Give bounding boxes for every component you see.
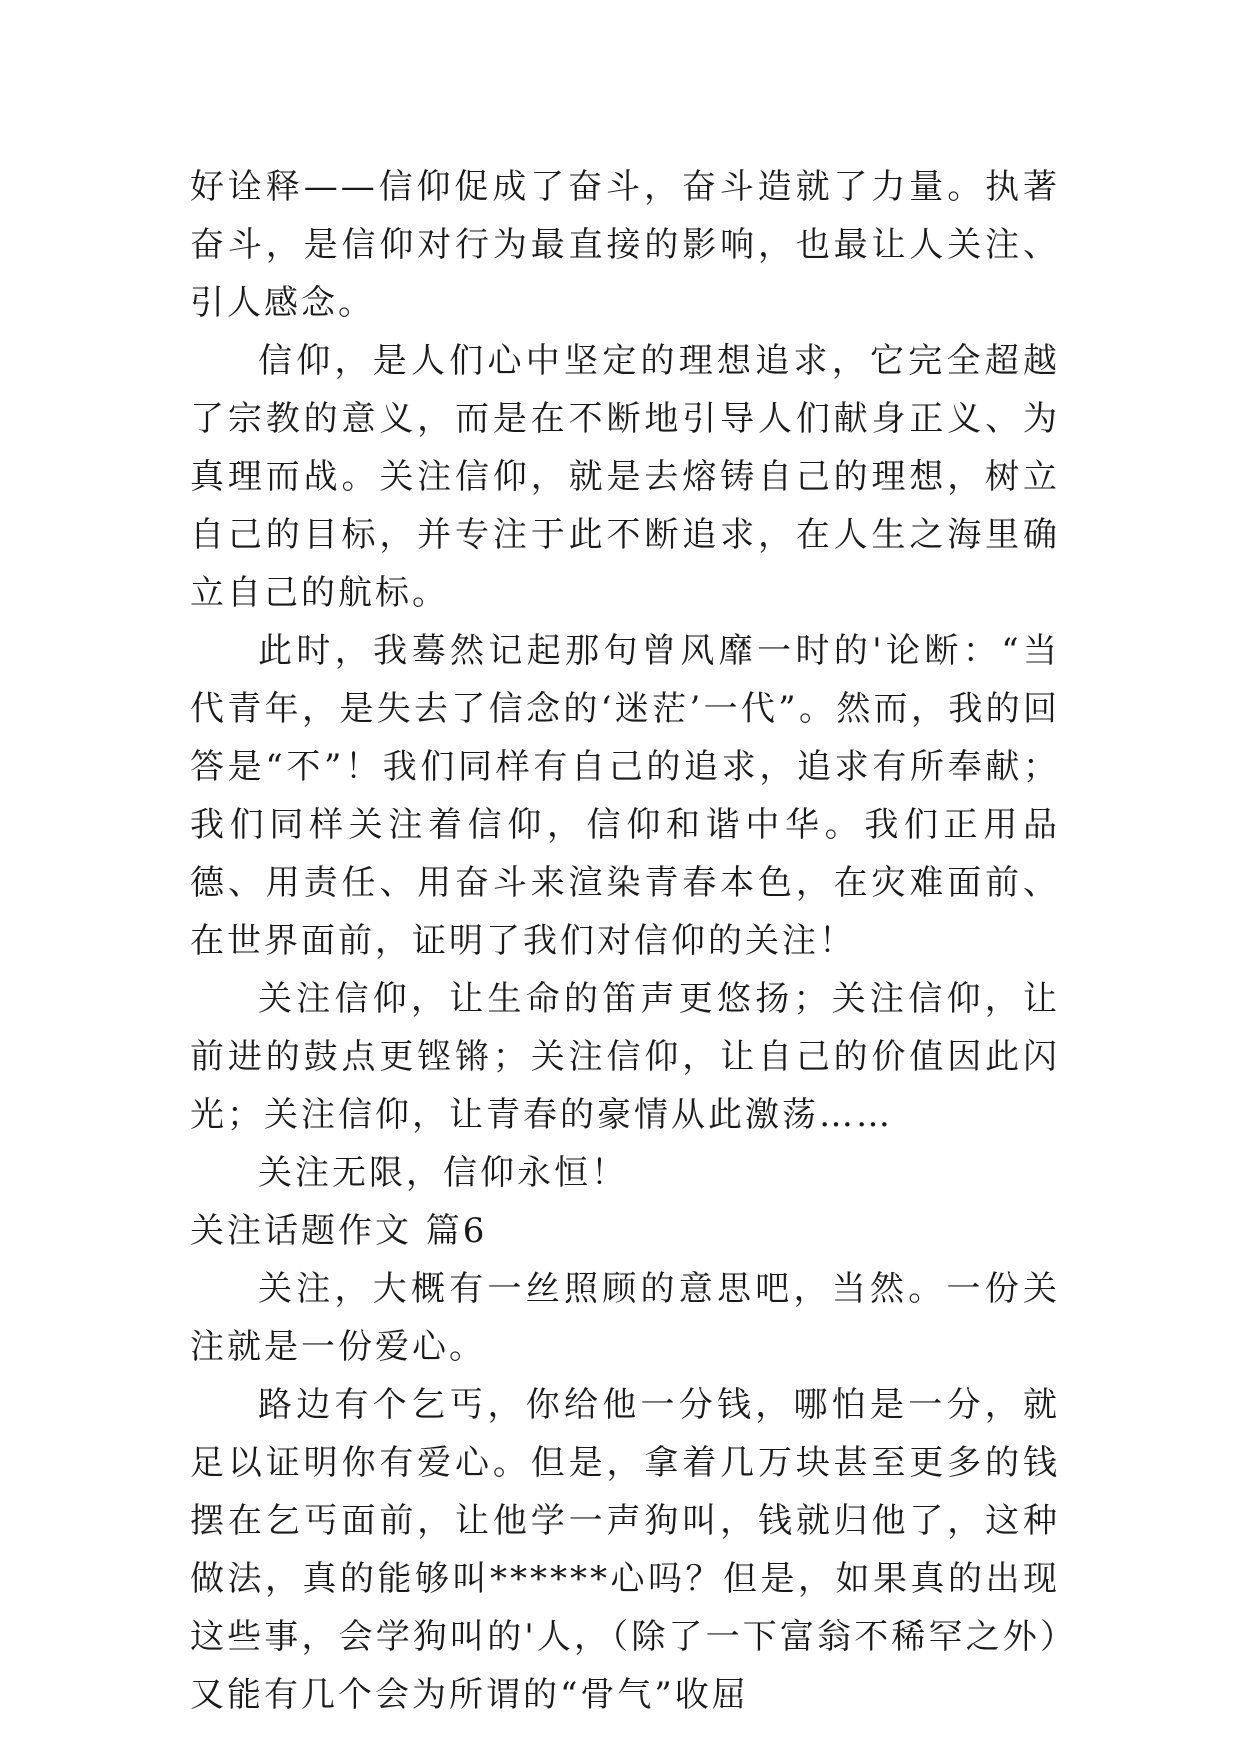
section-heading: 关注话题作文 篇6 <box>190 1211 488 1251</box>
paragraph: 路边有个乞丐，你给他一分钱，哪怕是一分，就足以证明你有爱心。但是，拿着几万块甚至更多的钱摆在乞丐面前，让他学一声狗叫，钱就归他了，这种做法，真的能够叫******心吗？但是，如果真的出现这些事，会学狗叫的'人，（除了一下富翁不稀罕之外）又能有几个会为所谓的“骨气”收屈 <box>190 1385 1060 1715</box>
paragraph: 关注无限，信仰永恒！ <box>258 1153 628 1193</box>
paragraph: 关注信仰，让生命的笛声更悠扬；关注信仰，让前进的鼓点更铿锵；关注信仰，让自己的价值因此闪光；关注信仰，让青春的豪情从此激荡…… <box>190 979 1060 1135</box>
paragraph: 信仰，是人们心中坚定的理想追求，它完全超越了宗教的意义，而是在不断地引导人们献身正义、为真理而战。关注信仰，就是去熔铸自己的理想，树立自己的目标，并专注于此不断追求，在人生之海里确立自己的航标。 <box>190 341 1060 613</box>
paragraph: 此时，我蓦然记起那句曾风靡一时的'论断：“当代青年，是失去了信念的‘迷茫’一代”。然而，我的回答是“不”！我们同样有自己的追求，追求有所奉献；我们同样关注着信仰，信仰和谐中华。我们正用品德、用责任、用奋斗来渲染青春本色，在灾难面前、在世界面前，证明了我们对信仰的关注！ <box>190 631 1060 961</box>
document-body <box>190 158 1060 1724</box>
paragraph: 关注，大概有一丝照顾的意思吧，当然。一份关注就是一份爱心。 <box>190 1269 1060 1367</box>
paragraph: 好诠释——信仰促成了奋斗，奋斗造就了力量。执著奋斗，是信仰对行为最直接的影响，也最让人关注、引人感念。 <box>190 167 1060 323</box>
